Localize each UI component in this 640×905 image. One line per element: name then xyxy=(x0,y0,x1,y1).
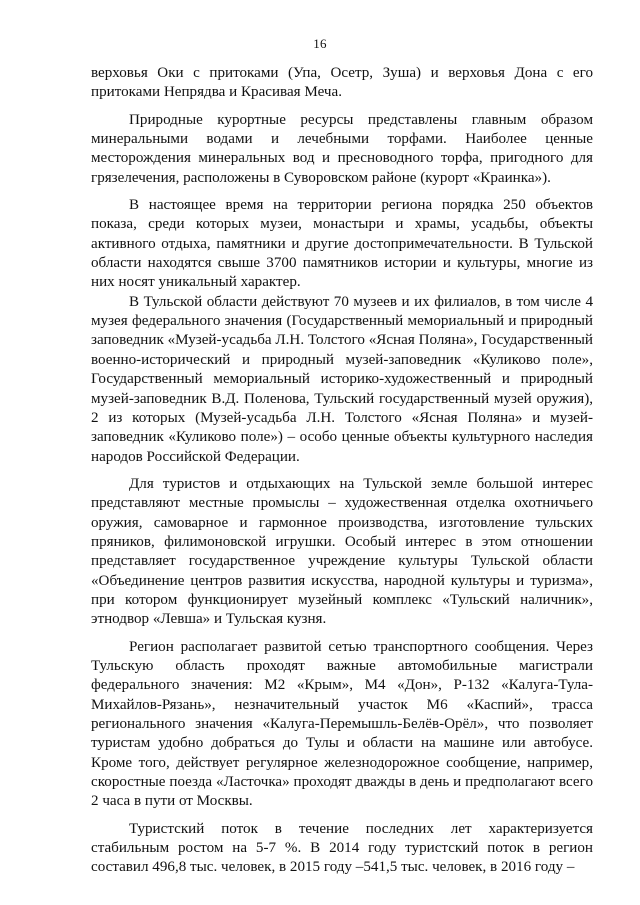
paragraph-tourist-flow: Туристский поток в течение последних лет характеризуется стабильным ростом на 5-7 %. В 2014 году туристский поток в регион составил 496,8 тыс. человек, в 2015 году –541,5 тыс. человек, в 2016 году – xyxy=(91,820,593,876)
paragraph-transport: Регион располагает развитой сетью транспортного сообщения. Через Тульскую область проходят важные автомобильные магистрали федерального значения: М2 «Крым», М4 «Дон», Р-132 «Калуга-Тула-Михайлов-Рязань», незначительный участок М6 «Каспий», трасса регионального значения «Калуга-Перемышль-Белёв-Орёл», что позволяет туристам удобно добраться до Тулы и области на машине или автобусе. Кроме того, действует регулярное железнодорожное сообщение, например, скоростные поезда «Ласточка» проходят дважды в день и предполагают всего 2 часа в пути от Москвы. xyxy=(91,638,593,810)
paragraph-museums: В Тульской области действуют 70 музеев и их филиалов, в том числе 4 музея федерального значения (Государственный мемориальный и природный заповедник «Музей-усадьба Л.Н. Толстого «Ясная Поляна», Государственный военно-исторический и природный музей-заповедник «Куликово поле», Государственный мемориальный историко-художественный и природный музей-заповедник В.Д. Поленова, Тульский государственный музей оружия), 2 из которых (Музей-усадьба Л.Н. Толстого «Ясная Поляна» и музей-заповедник «Куликово поле») – особо ценные объекты культурного наследия народов Российской Федерации. xyxy=(91,293,593,465)
document-body xyxy=(91,64,593,878)
paragraph-rivers-continuation: верховья Оки с притоками (Упа, Осетр, Зуша) и верховья Дона с его притоками Непрядва и Красивая Меча. xyxy=(91,65,593,101)
paragraph-attractions: В настоящее время на территории региона порядка 250 объектов показа, среди которых музеи, монастыри и храмы, усадьбы, объекты активного отдыха, памятники и другие достопримечательности. В Тульской области находятся свыше 3700 памятников истории и культуры, многие из них носят уникальный характер. xyxy=(91,197,593,291)
page-number: 16 xyxy=(313,36,327,51)
paragraph-resort-resources: Природные курортные ресурсы представлены главным образом минеральными водами и лечебными торфами. Наиболее ценные месторождения минеральных вод и пресноводного торфа, пригодного для грязелечения, расположены в Суворовском районе (курорт «Краинка»). xyxy=(91,111,593,186)
paragraph-crafts: Для туристов и отдыхающих на Тульской земле большой интерес представляют местные промыслы – художественная отделка охотничьего оружия, самоварное и гармонное производства, изготовление тульских пряников, филимоновской игрушки. Особый интерес в этом отношении представляет государственное учреждение культуры Тульской области «Объединение центров развития искусства, народной культуры и туризма», при котором функционирует музейный комплекс «Тульский наличник», этнодвор «Левша» и Тульская кузня. xyxy=(91,475,593,628)
